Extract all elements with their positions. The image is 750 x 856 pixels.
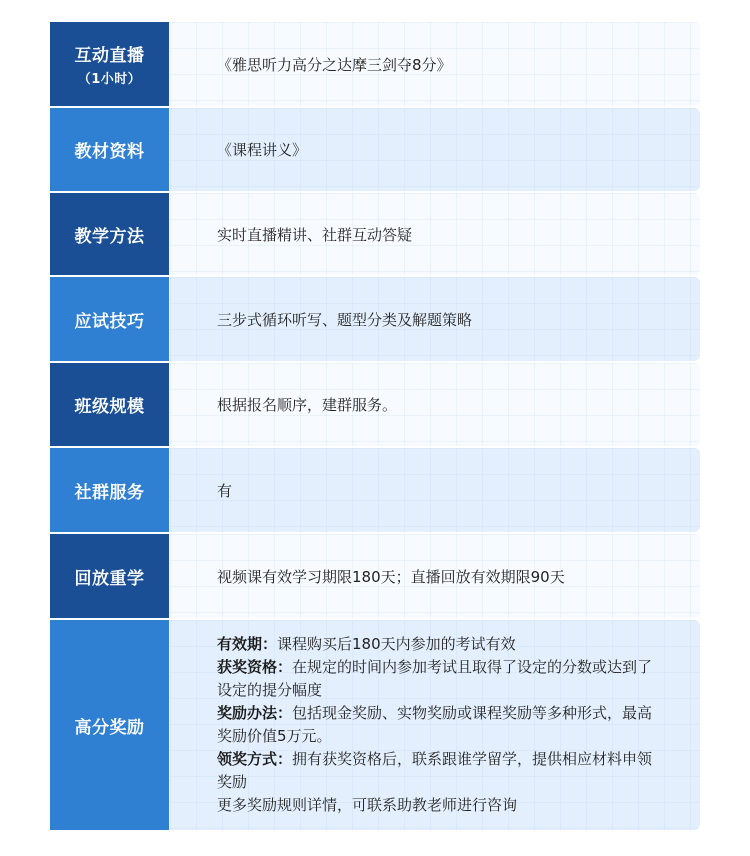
reward-text: 在规定的时间内参加考试且取得了设定的分数或达到了设定的提分幅度 [217, 658, 653, 699]
row-reward [50, 620, 700, 830]
row-label [50, 448, 169, 532]
row-content: 实时直播精讲、社群互动答疑 [170, 193, 700, 275]
row-skills [50, 277, 700, 361]
row-content: 有 [170, 448, 700, 532]
row-label [50, 620, 169, 830]
row-content: 《雅思听力高分之达摩三剑夺8分》 [170, 22, 700, 106]
row-label [50, 363, 169, 446]
reward-item [217, 748, 664, 794]
reward-key: 领奖方式： [217, 750, 293, 768]
row-content: 《课程讲义》 [170, 108, 700, 191]
row-label [50, 193, 169, 275]
reward-content [170, 620, 700, 830]
label-text: 班级规模 [74, 397, 145, 417]
reward-item [217, 633, 516, 656]
row-label [50, 277, 169, 361]
reward-item [217, 702, 664, 748]
label-text: 教材资料 [74, 142, 145, 162]
label-text: 互动直播 [74, 46, 145, 66]
row-content: 根据报名顺序，建群服务。 [170, 363, 700, 446]
row-live [50, 22, 700, 106]
reward-text: 课程购买后180天内参加的考试有效 [277, 635, 516, 653]
label-text: 教学方法 [74, 226, 145, 247]
row-materials [50, 108, 700, 191]
reward-key: 奖励办法： [217, 704, 293, 722]
reward-key: 有效期： [217, 635, 278, 653]
label-text: 应试技巧 [74, 311, 145, 332]
reward-text: 拥有获奖资格后，联系跟谁学留学，提供相应材料申领奖励 [217, 750, 653, 791]
reward-text: 包括现金奖励、实物奖励或课程奖励等多种形式，最高奖励价值5万元。 [217, 704, 653, 745]
row-method [50, 193, 700, 275]
reward-item [217, 656, 664, 702]
label-text: 回放重学 [74, 568, 145, 589]
row-replay [50, 534, 700, 618]
course-info-table [50, 22, 700, 832]
row-content: 视频课有效学习期限180天；直播回放有效期限90天 [170, 534, 700, 618]
label-text: 社群服务 [74, 482, 145, 503]
row-label [50, 22, 169, 106]
row-class-size [50, 363, 700, 446]
reward-footer: 更多奖励规则详情，可联系助教老师进行咨询 [217, 796, 518, 814]
row-content: 三步式循环听写、题型分类及解题策略 [170, 277, 700, 361]
label-text: 高分奖励 [74, 717, 145, 738]
label-subtext: （1小时） [77, 72, 142, 87]
row-label [50, 108, 169, 191]
row-community [50, 448, 700, 532]
row-label [50, 534, 169, 618]
reward-key: 获奖资格： [217, 658, 293, 676]
